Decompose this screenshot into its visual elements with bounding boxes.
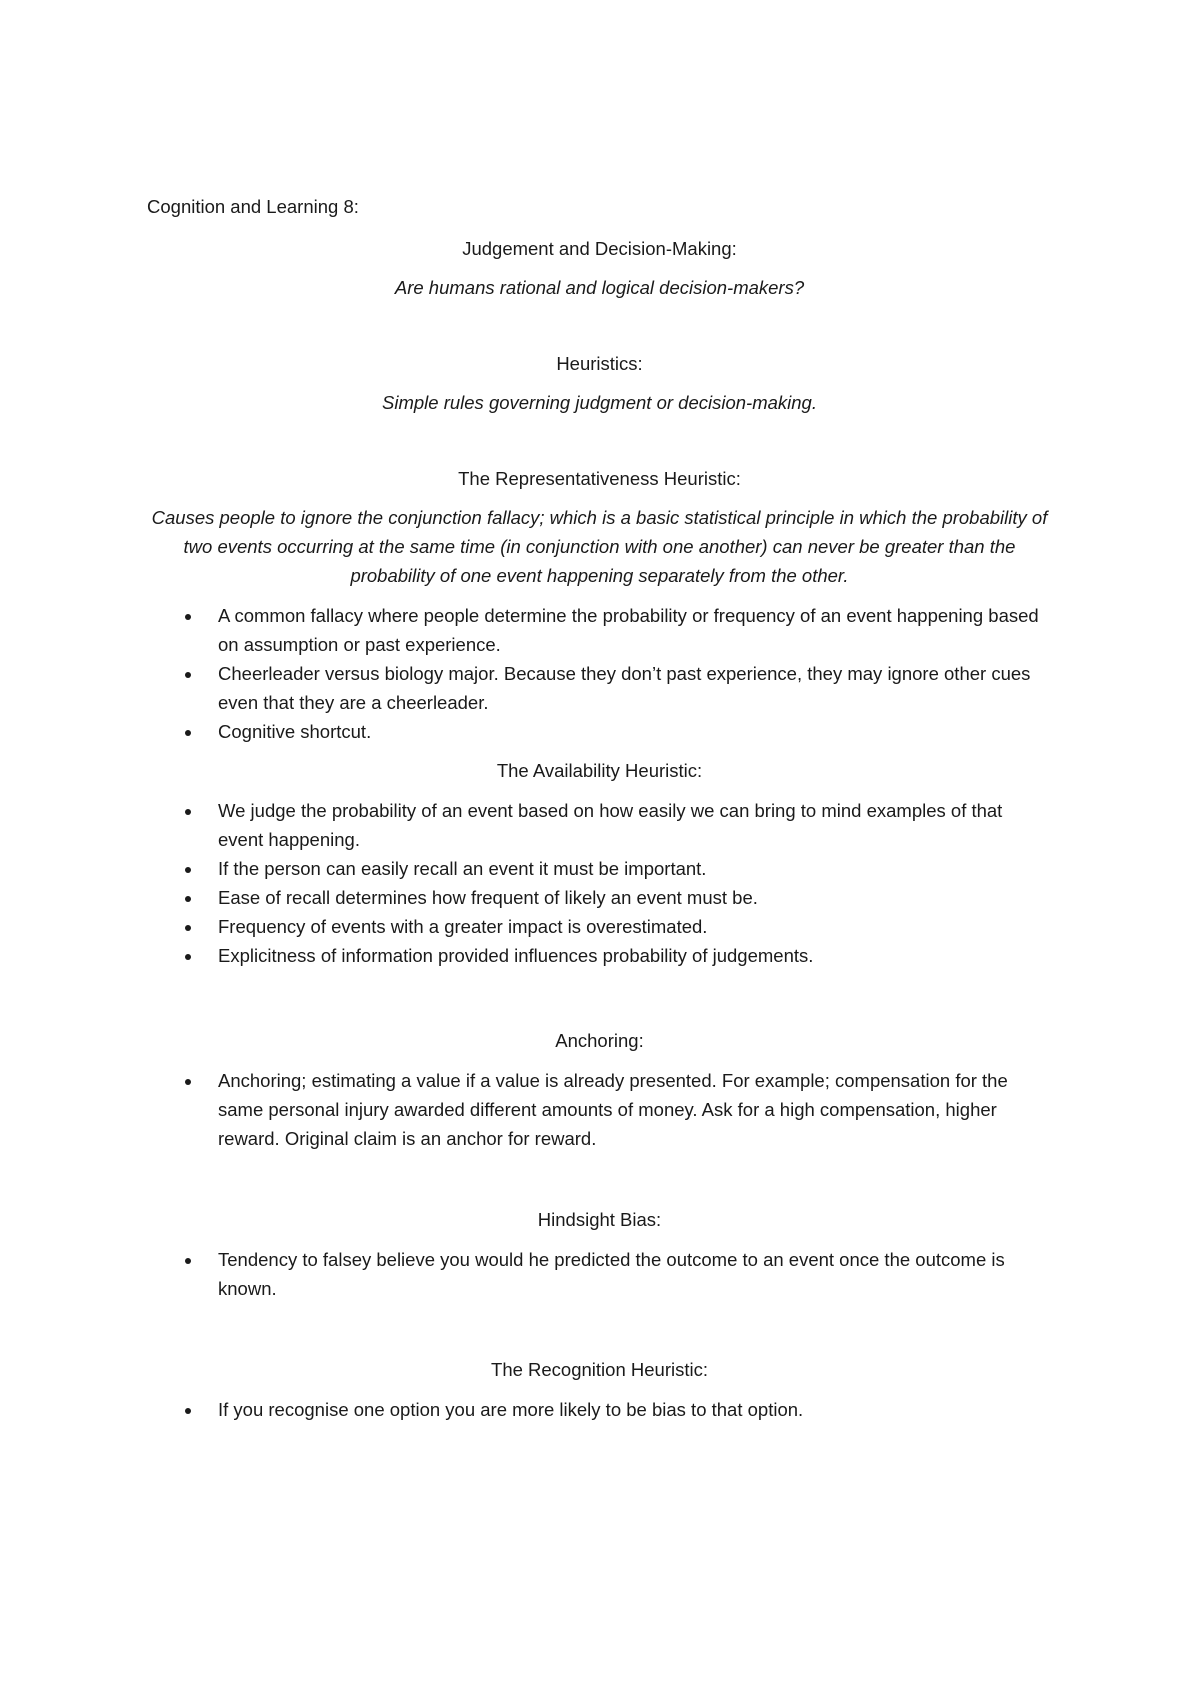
list-item-text: Cheerleader versus biology major. Because they don’t past experience, they may ignore other cues even that they are a cheerleader. xyxy=(218,663,1031,713)
bullet-icon xyxy=(185,672,191,678)
list-item-text: Explicitness of information provided influences probability of judgements. xyxy=(218,945,814,966)
list-item-text: Ease of recall determines how frequent of likely an event must be. xyxy=(218,887,758,908)
list-item-text: Frequency of events with a greater impact is overestimated. xyxy=(218,916,708,937)
bullet-icon xyxy=(185,867,191,873)
document-content xyxy=(147,196,1052,1424)
bullet-list xyxy=(147,1395,1052,1424)
section-subtitle: Simple rules governing judgment or decision-making. xyxy=(382,392,817,413)
section-recognition xyxy=(147,1359,1052,1424)
bullet-icon xyxy=(185,896,191,902)
list-item xyxy=(147,1245,1052,1303)
bullet-icon xyxy=(185,809,191,815)
list-item xyxy=(147,912,1052,941)
bullet-icon xyxy=(185,1408,191,1414)
section-hindsight xyxy=(147,1209,1052,1303)
bullet-list xyxy=(147,1066,1052,1153)
bullet-list xyxy=(147,796,1052,970)
section-heading: The Representativeness Heuristic: xyxy=(458,468,741,489)
bullet-icon xyxy=(185,730,191,736)
section-heading: Anchoring: xyxy=(555,1030,644,1051)
list-item xyxy=(147,883,1052,912)
section-judgement xyxy=(147,238,1052,302)
list-item xyxy=(147,1395,1052,1424)
section-anchoring xyxy=(147,1030,1052,1153)
list-item-text: We judge the probability of an event based on how easily we can bring to mind examples of that event happening. xyxy=(218,800,1003,850)
bullet-icon xyxy=(185,925,191,931)
list-item-text: Cognitive shortcut. xyxy=(218,721,372,742)
section-heading: Heuristics: xyxy=(556,353,643,374)
bullet-icon xyxy=(185,614,191,620)
section-heading: The Recognition Heuristic: xyxy=(491,1359,708,1380)
list-item xyxy=(147,601,1052,659)
section-heading: Hindsight Bias: xyxy=(537,1209,662,1230)
bullet-list xyxy=(147,1245,1052,1303)
section-availability xyxy=(147,760,1052,970)
section-subtitle: Causes people to ignore the conjunction fallacy; which is a basic statistical principle in which the probability of two events occurring at the same time (in conjunction with one another) can never be greater than the probability of one event happening separately from the other. xyxy=(151,507,1048,586)
bullet-icon xyxy=(185,1079,191,1085)
bullet-icon xyxy=(185,954,191,960)
list-item xyxy=(147,796,1052,854)
bullet-icon xyxy=(185,1258,191,1264)
section-heuristics xyxy=(147,353,1052,417)
list-item-text: Anchoring; estimating a value if a value is already presented. For example; compensation for the same personal injury awarded different amounts of money. Ask for a high compensation, higher reward. Original claim is an anchor for reward. xyxy=(218,1070,1008,1149)
list-item xyxy=(147,854,1052,883)
list-item-text: If you recognise one option you are more likely to be bias to that option. xyxy=(218,1399,804,1420)
section-subtitle: Are humans rational and logical decision-makers? xyxy=(394,277,805,298)
section-heading: Judgement and Decision-Making: xyxy=(462,238,737,259)
document-title: Cognition and Learning 8: xyxy=(147,196,359,217)
list-item-text: Tendency to falsey believe you would he predicted the outcome to an event once the outcome is known. xyxy=(218,1249,1005,1299)
list-item-text: A common fallacy where people determine the probability or frequency of an event happening based on assumption or past experience. xyxy=(218,605,1039,655)
list-item xyxy=(147,1066,1052,1153)
list-item xyxy=(147,941,1052,970)
bullet-list xyxy=(147,601,1052,746)
list-item-text: If the person can easily recall an event it must be important. xyxy=(218,858,707,879)
list-item xyxy=(147,659,1052,717)
section-heading: The Availability Heuristic: xyxy=(496,760,703,781)
section-representativeness xyxy=(147,468,1052,746)
list-item xyxy=(147,717,1052,746)
